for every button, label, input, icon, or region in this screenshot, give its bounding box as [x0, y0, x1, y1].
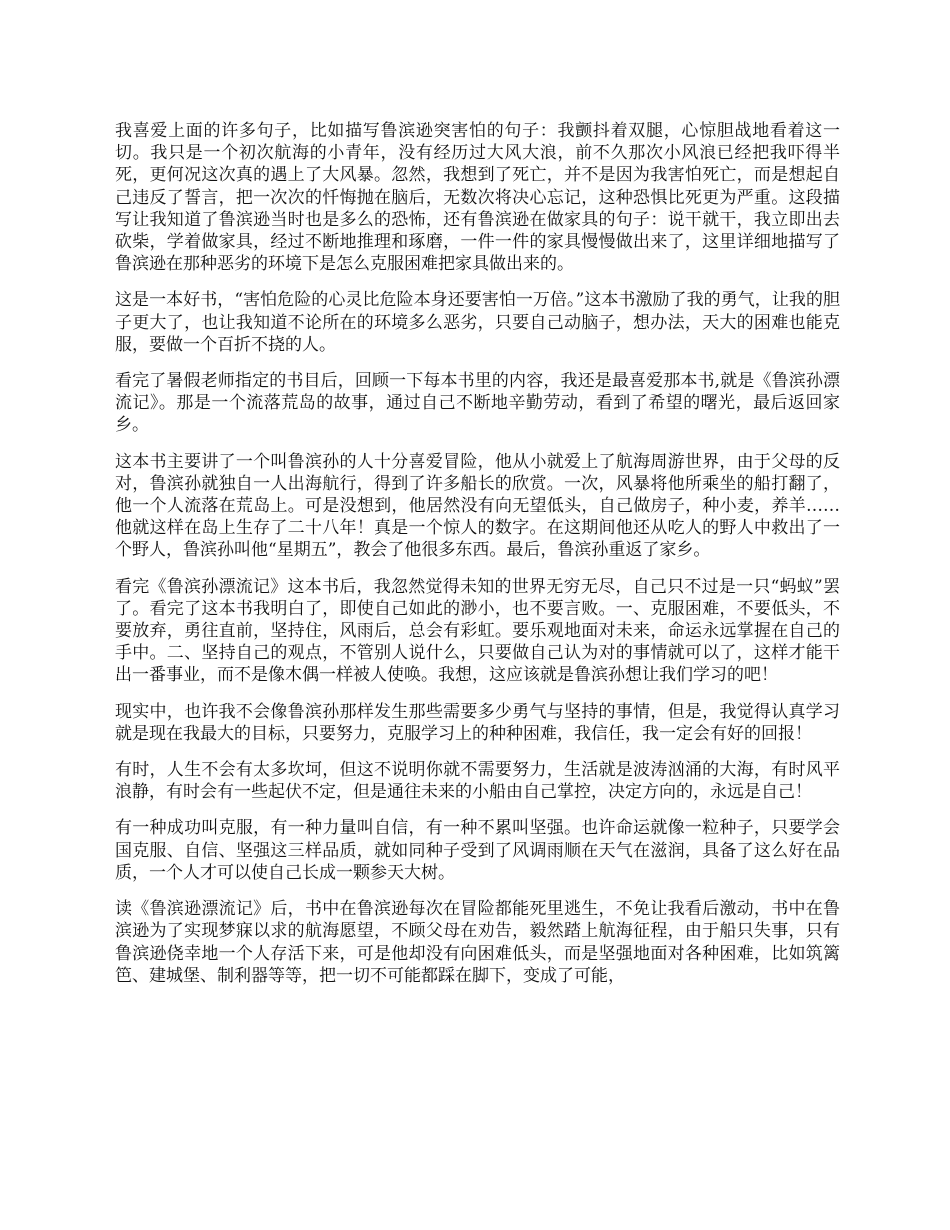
- document-body: [115, 120, 840, 1001]
- paragraph-1: 我喜爱上面的许多句子，比如描写鲁滨逊突害怕的句子：我颤抖着双腿，心惊胆战地看着这一切。我只是一个初次航海的小青年，没有经历过大风大浪，前不久那次小风浪已经把我吓得半死，更何况这次真的遇上了大风暴。忽然，我想到了死亡，并不是因为我害怕死亡，而是想起自己违反了誓言，把一次次的忏悔抛在脑后，无数次将决心忘记，这种恐惧比死更为严重。这段描写让我知道了鲁滨逊当时也是多么的恐怖，还有鲁滨逊在做家具的句子：说干就干，我立即出去砍柴，学着做家具，经过不断地推理和琢磨，一件一件的家具慢慢做出来了，这里详细地描写了鲁滨逊在那种恶劣的环境下是怎么克服困难把家具做出来的。: [115, 121, 840, 275]
- paragraph-5: 看完《鲁滨孙漂流记》这本书后，我忽然觉得未知的世界无穷无尽，自己只不过是一只“蚂蚁”罢了。看完了这本书我明白了，即使自己如此的渺小，也不要言败。一、克服困难，不要低头，不要放弃，勇往直前，坚持住，风雨后，总会有彩虹。要乐观地面对未来，命运永远掌握在自己的手中。二、坚持自己的观点，不管别人说什么，只要做自己认为对的事情就可以了，这样才能干出一番事业，而不是像木偶一样被人使唤。我想，这应该就是鲁滨孙想让我们学习的吧！: [115, 576, 840, 686]
- paragraph-4: 这本书主要讲了一个叫鲁滨孙的人十分喜爱冒险，他从小就爱上了航海周游世界，由于父母的反对，鲁滨孙就独自一人出海航行，得到了许多船长的欣赏。一次，风暴将他所乘坐的船打翻了，他一个人流落在荒岛上。可是没想到，他居然没有向无望低头，自己做房子，种小麦，养羊……他就这样在岛上生存了二十八年！真是一个惊人的数字。在这期间他还从吃人的野人中救出了一个野人，鲁滨孙叫他“星期五”，教会了他很多东西。最后，鲁滨孙重返了家乡。: [115, 451, 840, 561]
- paragraph-9: 读《鲁滨逊漂流记》后，书中在鲁滨逊每次在冒险都能死里逃生，不免让我看后激动，书中在鲁滨逊为了实现梦寐以求的航海愿望，不顾父母在劝告，毅然踏上航海征程，由于船只失事，只有鲁滨逊侥幸地一个人存活下来，可是他却没有向困难低头，而是坚强地面对各种困难，比如筑篱笆、建城堡、制利器等等，把一切不可能都踩在脚下，变成了可能，: [115, 899, 840, 986]
- paragraph-8: 有一种成功叫克服，有一种力量叫自信，有一种不累叫坚强。也许命运就像一粒种子，只要学会国克服、自信、坚强这三样品质，就如同种子受到了风调雨顺在天气在滋润，具备了这么好在品质，一个人才可以使自己长成一颗参天大树。: [115, 818, 840, 883]
- paragraph-2: 这是一本好书，“害怕危险的心灵比危险本身还要害怕一万倍。”这本书激励了我的勇气，让我的胆子更大了，也让我知道不论所在的环境多么恶劣，只要自己动脑子，想办法，天大的困难也能克服，要做一个百折不挠的人。: [115, 290, 840, 355]
- paragraph-3: 看完了暑假老师指定的书目后，回顾一下每本书里的内容，我还是最喜爱那本书,就是《鲁滨孙漂流记》。那是一个流落荒岛的故事，通过自己不断地辛勤劳动，看到了希望的曙光，最后返回家乡。: [115, 371, 840, 436]
- paragraph-6: 现实中，也许我不会像鲁滨孙那样发生那些需要多少勇气与坚持的事情，但是，我觉得认真学习就是现在我最大的目标，只要努力，克服学习上的种种困难，我信任，我一定会有好的回报！: [115, 701, 840, 744]
- paragraph-7: 有时，人生不会有太多坎坷，但这不说明你就不需要努力，生活就是波涛汹涌的大海，有时风平浪静，有时会有一些起伏不定，但是通往未来的小船由自己掌控，决定方向的，永远是自己！: [115, 760, 840, 803]
